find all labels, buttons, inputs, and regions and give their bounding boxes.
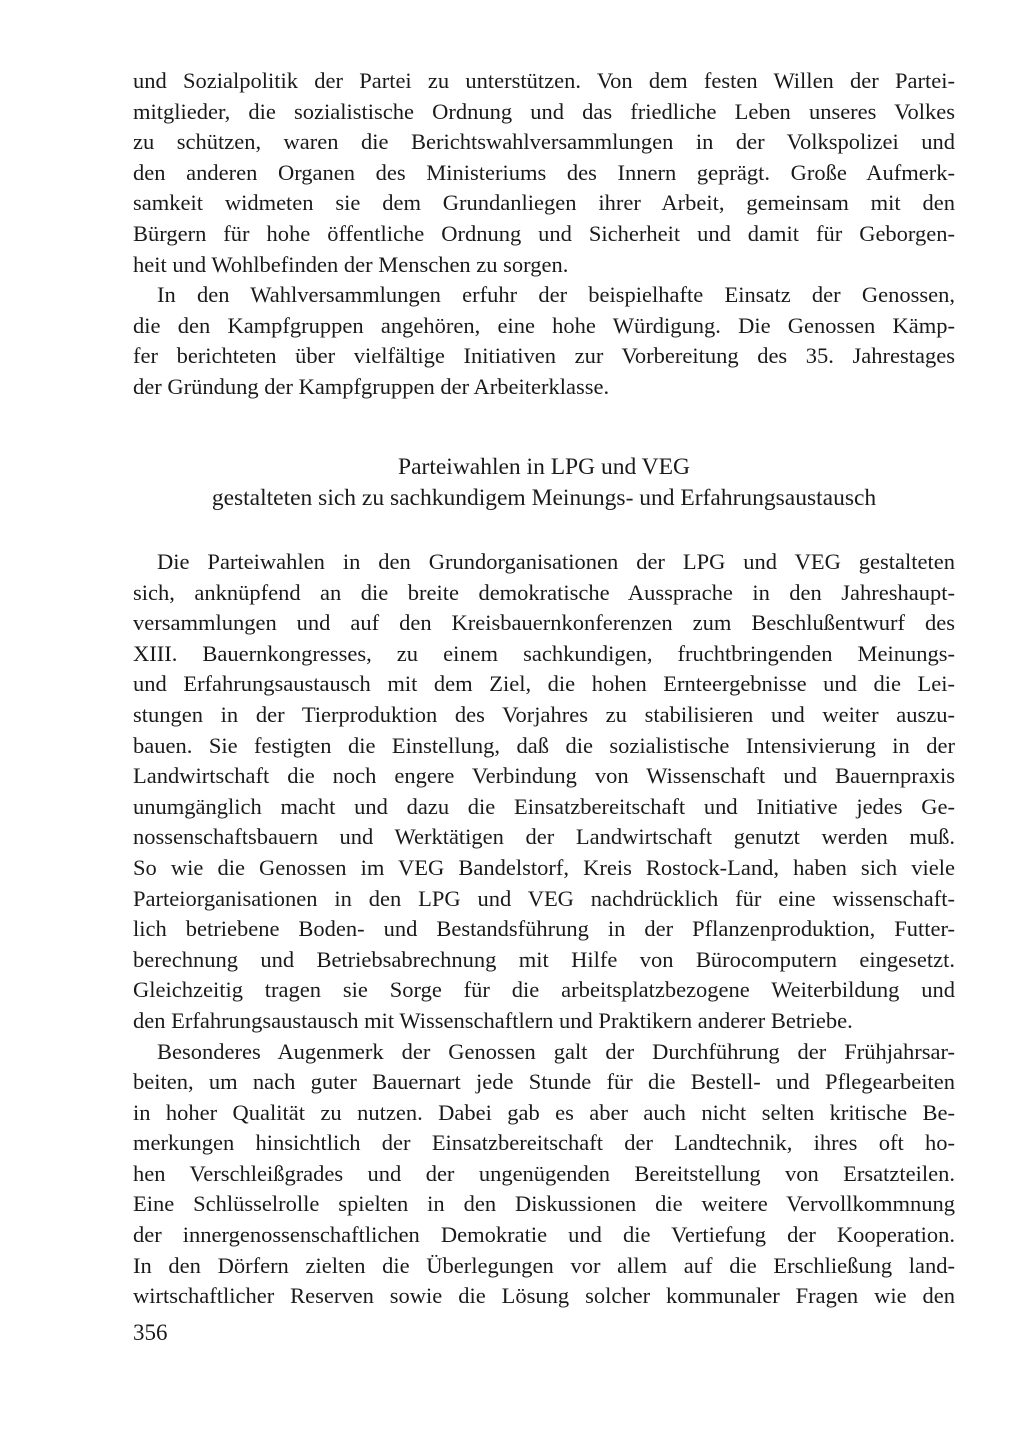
text-line: heit und Wohlbefinden der Menschen zu sorgen.	[133, 251, 569, 277]
text-line: der innergenossenschaftlichen Demokratie und die Vertiefung der Kooperation.	[133, 1222, 955, 1248]
text-line: wirtschaftlicher Reserven sowie die Lösung solcher kommunaler Fragen wie den	[133, 1283, 955, 1309]
text-line: Eine Schlüsselrolle spielten in den Diskussionen die weitere Vervollkommnung	[133, 1191, 955, 1217]
text-line: hen Verschleißgrades und der ungenügenden Bereitstellung von Ersatzteilen.	[133, 1160, 955, 1186]
text-line: So wie die Genossen im VEG Bandelstorf, Kreis Rostock-Land, haben sich viele	[133, 854, 955, 880]
bottom-text-block	[133, 547, 955, 1312]
text-line: In den Wahlversammlungen erfuhr der beispielhafte Einsatz der Genossen,	[157, 282, 955, 308]
paragraph	[133, 280, 955, 402]
text-line: und Erfahrungsaustausch mit dem Ziel, die hohen Ernteergebnisse und die Lei-	[133, 671, 955, 697]
text-line: berechnung und Betriebsabrechnung mit Hilfe von Bürocomputern eingesetzt.	[133, 946, 955, 972]
page-number: 356	[133, 1320, 168, 1345]
text-line: stungen in der Tierproduktion des Vorjahres zu stabilisieren und weiter auszu-	[133, 701, 955, 727]
text-line: Parteiorganisationen in den LPG und VEG nachdrücklich für eine wissenschaft-	[133, 885, 955, 911]
text-line: In den Dörfern zielten die Überlegungen vor allem auf die Erschließung land-	[133, 1252, 955, 1278]
text-line: samkeit widmeten sie dem Grundanliegen ihrer Arbeit, gemeinsam mit den	[133, 190, 955, 216]
paragraph	[133, 66, 955, 280]
text-line: Die Parteiwahlen in den Grundorganisationen der LPG und VEG gestalteten	[157, 549, 955, 574]
text-line: sich, anknüpfend an die breite demokratische Aussprache in den Jahreshaupt-	[133, 579, 955, 605]
text-line: unumgänglich macht und dazu die Einsatzbereitschaft und Initiative jedes Ge-	[133, 793, 955, 819]
text-line: bauen. Sie festigten die Einstellung, daß die sozialistische Intensivierung in der	[133, 732, 955, 758]
text-line: Besonderes Augenmerk der Genossen galt der Durchführung der Frühjahrsar-	[157, 1038, 955, 1064]
text-line: in hoher Qualität zu nutzen. Dabei gab es aber auch nicht selten kritische Be-	[133, 1099, 955, 1125]
section-heading	[133, 452, 955, 514]
text-line: die den Kampfgruppen angehören, eine hohe Würdigung. Die Genossen Kämp-	[133, 312, 955, 338]
text-line: versammlungen und auf den Kreisbauernkonferenzen zum Beschlußentwurf des	[133, 610, 955, 636]
text-line: Landwirtschaft die noch engere Verbindung von Wissenschaft und Bauernpraxis	[133, 763, 955, 789]
text-line: fer berichteten über vielfältige Initiativen zur Vorbereitung des 35. Jahrestages	[133, 343, 955, 369]
text-line: der Gründung der Kampfgruppen der Arbeiterklasse.	[133, 373, 610, 399]
text-line: beiten, um nach guter Bauernart jede Stunde für die Bestell- und Pflegearbeiten	[133, 1069, 955, 1095]
text-line: XIII. Bauernkongresses, zu einem sachkundigen, fruchtbringenden Meinungs-	[133, 640, 955, 666]
heading-line: gestalteten sich zu sachkundigem Meinungs- und Erfahrungsaustausch	[211, 485, 877, 511]
text-line: mitglieder, die sozialistische Ordnung und das friedliche Leben unseres Volkes	[133, 98, 955, 124]
text-line: den anderen Organen des Ministeriums des Innern geprägt. Große Aufmerk-	[133, 159, 955, 185]
text-line: Bürgern für hohe öffentliche Ordnung und Sicherheit und damit für Geborgen-	[133, 220, 955, 246]
text-line: merkungen hinsichtlich der Einsatzbereitschaft der Landtechnik, ihres oft ho-	[133, 1130, 955, 1156]
paragraph	[133, 547, 955, 1037]
text-line: lich betriebene Boden- und Bestandsführung in der Pflanzenproduktion, Futter-	[133, 916, 955, 942]
text-line: nossenschaftsbauern und Werktätigen der Landwirtschaft genutzt werden muß.	[133, 824, 955, 850]
text-line: Gleichzeitig tragen sie Sorge für die arbeitsplatzbezogene Weiterbildung und	[133, 977, 955, 1003]
text-line: und Sozialpolitik der Partei zu unterstützen. Von dem festen Willen der Partei-	[133, 68, 955, 93]
heading-line: Parteiwahlen in LPG und VEG	[398, 454, 690, 480]
top-text-block	[133, 66, 955, 403]
text-line: zu schützen, waren die Berichtswahlversammlungen in der Volkspolizei und	[133, 129, 955, 155]
paragraph	[133, 1037, 955, 1312]
text-line: den Erfahrungsaustausch mit Wissenschaftlern und Praktikern anderer Betriebe.	[133, 1007, 853, 1033]
